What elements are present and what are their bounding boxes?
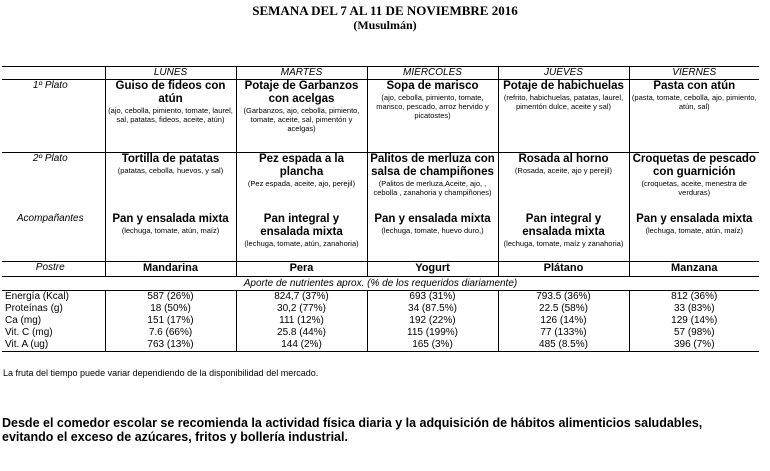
day-thursday: JUEVES: [498, 67, 629, 80]
nutrient-row-protein: [2, 303, 759, 315]
side-dishes-row: [2, 213, 759, 262]
nutrient-value: 763 (13%): [105, 339, 236, 352]
cell-second-course-friday: [629, 153, 759, 214]
nutrient-value: 33 (83%): [629, 303, 759, 315]
cell-second-course-monday: [105, 153, 236, 214]
dish-name: Pez espada a la plancha: [258, 153, 345, 178]
day-monday: LUNES: [105, 67, 236, 80]
nutrient-value: 7.6 (66%): [105, 327, 236, 339]
nutrient-value: 396 (7%): [629, 339, 759, 352]
nutrient-value: 126 (14%): [498, 315, 629, 327]
nutrient-value: 812 (36%): [629, 291, 759, 304]
fruit-availability-note: La fruta del tiempo puede variar dependiendo de la disponibilidad del mercado.: [3, 368, 319, 378]
header-empty: [2, 67, 105, 80]
dish-name: Pan y ensalada mixta: [112, 213, 229, 225]
row-label-side-dishes: Acompañantes: [16, 213, 84, 224]
nutrient-label: Vit. A (ug): [2, 339, 105, 352]
dessert-name: Pera: [289, 262, 314, 274]
row-label-dessert: Postre: [2, 262, 105, 277]
nutrient-value: 57 (98%): [629, 327, 759, 339]
nutrient-row-calcium: [2, 315, 759, 327]
cell-side-thursday: [498, 213, 629, 262]
nutrients-header: Aporte de nutrientes aprox. (% de los requeridos diariamente): [2, 277, 759, 291]
dish-name: Pan y ensalada mixta: [636, 213, 753, 225]
dish-ingredients: (Garbanzos, ajo, cebolla, pimiento, tomate, aceite, sal, pimentón y acelgas): [243, 106, 360, 133]
row-label-second-course: 2º Plato: [32, 153, 68, 164]
day-tuesday: MARTES: [236, 67, 367, 80]
day-friday: VIERNES: [629, 67, 759, 80]
dish-name: Palitos de merluza con salsa de champiñones: [370, 153, 495, 178]
day-wednesday: MIÉRCOLES: [367, 67, 498, 80]
dish-name: Sopa de marisco: [386, 80, 479, 92]
dish-ingredients: (ajo, cebolla, pimiento, tomate, laurel, sal, patatas, fideos, aceite, atún): [108, 106, 233, 124]
dish-ingredients: (Rosada, aceite, ajo y perejil): [514, 166, 613, 175]
nutrient-row-vitamin-a: [2, 339, 759, 352]
dish-ingredients: (Pez espada, aceite, ajo, perejil): [247, 179, 356, 188]
nutrient-value: 485 (8.5%): [498, 339, 629, 352]
dish-ingredients: (pasta, tomate, cebolla, ajo, pimiento, atún, sal): [631, 93, 757, 111]
cell-dessert-tuesday: [236, 262, 367, 277]
nutrient-value: 111 (12%): [236, 315, 367, 327]
dish-ingredients: (lechuga, tomate, maíz y zanahoria): [503, 239, 624, 248]
dish-ingredients: (refrito, habichuelas, patatas, laurel, pimentón dulce, aceite y sal): [503, 93, 624, 111]
dish-ingredients: (lechuga, tomate, atún, zanahoria): [244, 239, 359, 248]
cell-dessert-wednesday: [367, 262, 498, 277]
nutrient-row-energy: [2, 291, 759, 304]
dish-name: Tortilla de patatas: [121, 153, 220, 165]
dessert-name: Manzana: [671, 262, 718, 274]
nutrient-value: 793.5 (36%): [498, 291, 629, 304]
nutrient-label: Energía (Kcal): [5, 291, 69, 302]
nutrient-value: 824,7 (37%): [236, 291, 367, 304]
nutrient-value: 693 (31%): [367, 291, 498, 304]
cell-second-course-tuesday: [236, 153, 367, 214]
nutrient-value: 18 (50%): [105, 303, 236, 315]
dessert-name: Plátano: [543, 262, 584, 274]
page-title: SEMANA DEL 7 AL 11 DE NOVIEMBRE 2016: [252, 3, 518, 18]
cell-first-course-friday: [629, 80, 759, 153]
health-recommendation: Desde el comedor escolar se recomienda la actividad física diaria y la adquisición de hábitos alimenticios saludables, evitando el exceso de azúcares, fritos y bollería industrial.: [2, 416, 703, 444]
dish-name: Pan integral y ensalada mixta: [522, 213, 605, 238]
dish-name: Rosada al horno: [518, 153, 609, 165]
dish-ingredients: (patatas, cebolla, huevos, y sal): [117, 166, 224, 175]
dish-name: Pan y ensalada mixta: [374, 213, 491, 225]
nutrient-value: 165 (3%): [367, 339, 498, 352]
nutrient-value: 587 (26%): [105, 291, 236, 304]
cell-dessert-friday: [629, 262, 759, 277]
nutrient-value: 25.8 (44%): [236, 327, 367, 339]
nutrient-value: 144 (2%): [236, 339, 367, 352]
nutrient-row-vitamin-c: [2, 327, 759, 339]
cell-side-friday: [629, 213, 759, 262]
dish-name: Pasta con atún: [653, 80, 736, 92]
dish-ingredients: (lechuga, tomate, huevo duro,): [381, 226, 484, 235]
row-label-first-course: 1º Plato: [2, 80, 105, 153]
second-course-row: [2, 153, 759, 214]
cell-second-course-thursday: [498, 153, 629, 214]
page-subtitle: (Musulmán): [353, 18, 417, 32]
nutrient-value: 34 (87.5%): [367, 303, 498, 315]
nutrient-label: Proteínas (g): [5, 303, 63, 314]
dish-name: Pan integral y ensalada mixta: [260, 213, 343, 238]
cell-side-wednesday: [367, 213, 498, 262]
dessert-name: Yogurt: [415, 262, 450, 274]
dish-name: Potaje de habichuelas: [503, 80, 624, 92]
cell-first-course-thursday: [498, 80, 629, 153]
nutrient-label: Ca (mg): [5, 315, 42, 326]
dish-ingredients: (ajo, cebolla, pimiento, tomate, marisco, pescado, arroz hervido y picatostes): [376, 93, 489, 120]
menu-table: [2, 66, 759, 352]
dish-ingredients: (croquetas, aceite, menestra de verduras): [641, 179, 747, 197]
nutrient-value: 129 (14%): [629, 315, 759, 327]
dish-ingredients: (lechuga, tomate, atún, maíz): [121, 226, 220, 235]
dessert-row: [2, 262, 759, 277]
dish-name: Guiso de fideos con atún: [115, 80, 226, 105]
cell-second-course-wednesday: [367, 153, 498, 214]
dessert-name: Mandarina: [142, 262, 198, 274]
first-course-row: [2, 80, 759, 153]
cell-dessert-thursday: [498, 262, 629, 277]
dish-name: Croquetas de pescado con guarnición: [632, 153, 756, 178]
nutrient-value: 30,2 (77%): [236, 303, 367, 315]
cell-side-monday: [105, 213, 236, 262]
nutrient-value: 22.5 (58%): [498, 303, 629, 315]
nutrients-header-row: [2, 277, 759, 291]
cell-dessert-monday: [105, 262, 236, 277]
nutrient-value: 77 (133%): [498, 327, 629, 339]
day-header-row: [2, 67, 759, 80]
cell-side-tuesday: [236, 213, 367, 262]
nutrient-label: Vit. C (mg): [5, 327, 53, 338]
cell-first-course-monday: [105, 80, 236, 153]
cell-first-course-tuesday: [236, 80, 367, 153]
cell-first-course-wednesday: [367, 80, 498, 153]
nutrient-value: 115 (199%): [367, 327, 498, 339]
dish-ingredients: (lechuga, tomate, atún, maíz): [645, 226, 744, 235]
dish-name: Potaje de Garbanzos con acelgas: [244, 80, 359, 105]
dish-ingredients: (Palitos de merluza,Aceite, ajo, , cebolla , zanahoria y champiñones): [373, 179, 492, 197]
nutrient-value: 151 (17%): [105, 315, 236, 327]
nutrient-value: 192 (22%): [367, 315, 498, 327]
